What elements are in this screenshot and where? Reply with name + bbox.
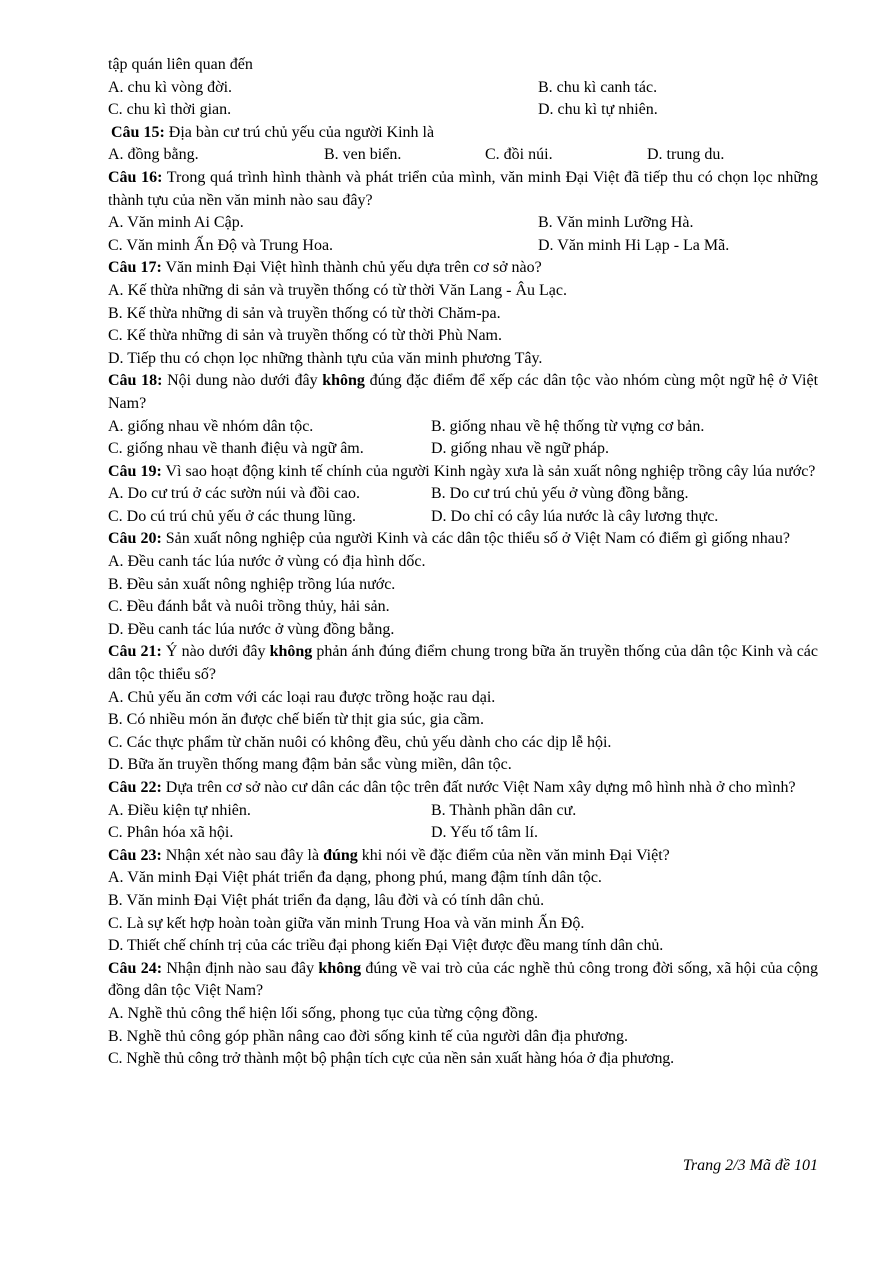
q16-text: Trong quá trình hình thành và phát triển của mình, văn minh Đại Việt đã tiếp thu có chọn lọc những thành tựu của nền văn minh nào sau đây?: [108, 168, 819, 209]
q23-option-d: D. Thiết chế chính trị của các triều đại phong kiến Đại Việt được đều mang tính dân chủ.: [108, 937, 664, 955]
question-22: [108, 777, 818, 800]
q24-label: Câu 24:: [108, 959, 163, 977]
q19-option-a: A. Do cư trú ở các sườn núi và đồi cao.: [108, 485, 360, 503]
q15-option-a: A. đồng bằng.: [108, 146, 199, 164]
q15-options: [108, 144, 818, 167]
page-footer: Trang 2/3 Mã đề 101: [682, 1157, 818, 1174]
q21-option-c: C. Các thực phẩm từ chăn nuôi có không đều, chủ yếu dành cho các dịp lễ hội.: [108, 733, 612, 751]
q14-option-c: C. chu kì thời gian.: [108, 101, 232, 119]
q14-option-d: D. chu kì tự nhiên.: [538, 101, 658, 119]
q17-option-b: B. Kế thừa những di sản và truyền thống có từ thời Chăm-pa.: [108, 304, 501, 322]
q17-label: Câu 17:: [108, 259, 162, 277]
q14-stem-tail: tập quán liên quan đến: [108, 56, 253, 73]
q23-option-c: C. Là sự kết hợp hoàn toàn giữa văn minh Trung Hoa và văn minh Ấn Độ.: [108, 914, 585, 932]
q21-emphasis: không: [269, 643, 313, 661]
q16-option-c: C. Văn minh Ấn Độ và Trung Hoa.: [108, 236, 334, 254]
q24-option-c: C. Nghề thủ công trở thành một bộ phận tích cực của nền sản xuất hàng hóa ở địa phương.: [108, 1050, 674, 1068]
q15-text: Địa bàn cư trú chủ yếu của người Kinh là: [164, 123, 435, 141]
q24-emphasis: không: [318, 959, 362, 977]
q18-option-d: D. giống nhau về ngữ pháp.: [431, 440, 609, 458]
q16-option-b: B. Văn minh Lưỡng Hà.: [538, 214, 694, 232]
q24-text-post: đúng về vai trò của các nghề thủ công trong đời sống, xã hội của cộng đồng dân tộc Việt Nam?: [108, 959, 819, 1000]
q24-text-pre: Nhận định nào sau đây: [162, 959, 319, 977]
q22-text: Dựa trên cơ sở nào cư dân các dân tộc trên đất nước Việt Nam xây dựng mô hình nhà ở cho mình?: [161, 779, 796, 796]
q20-option-b: B. Đều sản xuất nông nghiệp trồng lúa nước.: [108, 575, 396, 593]
q21-label: Câu 21:: [108, 643, 162, 661]
q22-options-row1: [108, 800, 818, 823]
q22-option-c: C. Phân hóa xã hội.: [108, 824, 234, 842]
q16-label: Câu 16:: [108, 168, 163, 186]
q18-options-row1: [108, 416, 818, 439]
q16-options-row1: [108, 212, 818, 235]
q21-text-pre: Ý nào dưới đây: [161, 643, 270, 661]
q21-option-b: B. Có nhiều món ăn được chế biến từ thịt gia súc, gia cầm.: [108, 711, 484, 729]
q23-text-pre: Nhận xét nào sau đây là: [161, 846, 324, 864]
q23-label: Câu 23:: [108, 846, 162, 864]
q19-option-c: C. Do cú trú chủ yếu ở các thung lũng.: [108, 507, 356, 525]
q22-option-d: D. Yếu tố tâm lí.: [431, 824, 538, 842]
q22-options-row2: [108, 822, 818, 845]
exam-page: [108, 54, 818, 1071]
q15-option-d: D. trung du.: [647, 146, 725, 164]
question-21: [108, 641, 818, 686]
q18-text-pre: Nội dung nào dưới đây: [162, 372, 323, 390]
q21-text-post: phản ánh đúng điểm chung trong bữa ăn truyền thống của dân tộc Kinh và các dân tộc thiểu số?: [108, 643, 818, 684]
q23-option-a: A. Văn minh Đại Việt phát triển đa dạng, phong phú, mang đậm tính dân tộc.: [108, 869, 602, 887]
q18-text-post: đúng đặc điểm để xếp các dân tộc vào nhóm cùng một ngữ hệ ở Việt Nam?: [108, 372, 819, 412]
q17-option-a: A. Kế thừa những di sản và truyền thống có từ thời Văn Lang - Âu Lạc.: [108, 281, 567, 299]
q15-option-c: C. đồi núi.: [485, 146, 553, 164]
q16-options-row2: [108, 235, 818, 258]
q20-option-c: C. Đều đánh bắt và nuôi trồng thủy, hải sản.: [108, 598, 390, 616]
q14-option-b: B. chu kì canh tác.: [538, 78, 658, 96]
question-16: [108, 167, 818, 212]
q18-option-b: B. giống nhau về hệ thống từ vựng cơ bản.: [431, 417, 705, 435]
question-20: [108, 528, 818, 551]
question-24: [108, 958, 818, 1003]
q23-option-b: B. Văn minh Đại Việt phát triển đa dạng, lâu đời và có tính dân chủ.: [108, 891, 545, 909]
q20-text: Sản xuất nông nghiệp của người Kinh và các dân tộc thiểu số ở Việt Nam có điểm gì giống nhau?: [161, 530, 790, 548]
q19-text: Vì sao hoạt động kinh tế chính của người Kinh ngày xưa là sản xuất nông nghiệp trồng cây lúa nước?: [161, 462, 816, 480]
q16-option-d: D. Văn minh Hi Lạp - La Mã.: [538, 236, 730, 254]
q17-option-c: C. Kế thừa những di sản và truyền thống có từ thời Phù Nam.: [108, 327, 502, 345]
q20-option-d: D. Đều canh tác lúa nước ở vùng đồng bằng.: [108, 620, 395, 638]
q21-option-d: D. Bữa ăn truyền thống mang đậm bản sắc vùng miền, dân tộc.: [108, 756, 512, 774]
q23-text-post: khi nói về đặc điểm của nền văn minh Đại Việt?: [357, 846, 670, 864]
q17-text: Văn minh Đại Việt hình thành chủ yếu dựa trên cơ sở nào?: [161, 259, 542, 277]
q14-option-a: A. chu kì vòng đời.: [108, 78, 233, 96]
q18-option-a: A. giống nhau về nhóm dân tộc.: [108, 417, 314, 435]
q24-option-a: A. Nghề thủ công thể hiện lối sống, phong tục của từng cộng đồng.: [108, 1004, 538, 1022]
q19-options-row2: [108, 506, 818, 529]
q15-option-b: B. ven biển.: [324, 146, 402, 164]
q18-option-c: C. giống nhau về thanh điệu và ngữ âm.: [108, 440, 364, 458]
q18-options-row2: [108, 438, 818, 461]
question-15: [108, 122, 818, 145]
q24-option-b: B. Nghề thủ công góp phần nâng cao đời sống kinh tế của người dân địa phương.: [108, 1027, 628, 1045]
q22-label: Câu 22:: [108, 779, 162, 796]
q18-emphasis: không: [322, 372, 365, 390]
q15-label: Câu 15:: [111, 123, 165, 141]
q14-options-row1: [108, 77, 818, 100]
q22-option-a: A. Điều kiện tự nhiên.: [108, 801, 251, 819]
q19-options-row1: [108, 483, 818, 506]
q22-option-b: B. Thành phần dân cư.: [431, 801, 577, 819]
q20-option-a: A. Đều canh tác lúa nước ở vùng có địa hình dốc.: [108, 553, 426, 571]
q21-option-a: A. Chủ yếu ăn cơm với các loại rau được trồng hoặc rau dại.: [108, 688, 496, 706]
question-19: [108, 461, 818, 484]
q19-option-b: B. Do cư trú chủ yếu ở vùng đồng bằng.: [431, 485, 689, 503]
q23-emphasis: đúng: [323, 846, 358, 864]
question-17: [108, 257, 818, 280]
question-18: [108, 370, 818, 415]
q14-options-row2: [108, 99, 818, 122]
q20-label: Câu 20:: [108, 530, 162, 548]
question-23: [108, 845, 818, 868]
q17-option-d: D. Tiếp thu có chọn lọc những thành tựu của văn minh phương Tây.: [108, 349, 543, 367]
q19-label: Câu 19:: [108, 462, 162, 480]
q16-option-a: A. Văn minh Ai Cập.: [108, 214, 244, 232]
q19-option-d: D. Do chỉ có cây lúa nước là cây lương thực.: [431, 507, 719, 525]
q18-label: Câu 18:: [108, 372, 163, 390]
